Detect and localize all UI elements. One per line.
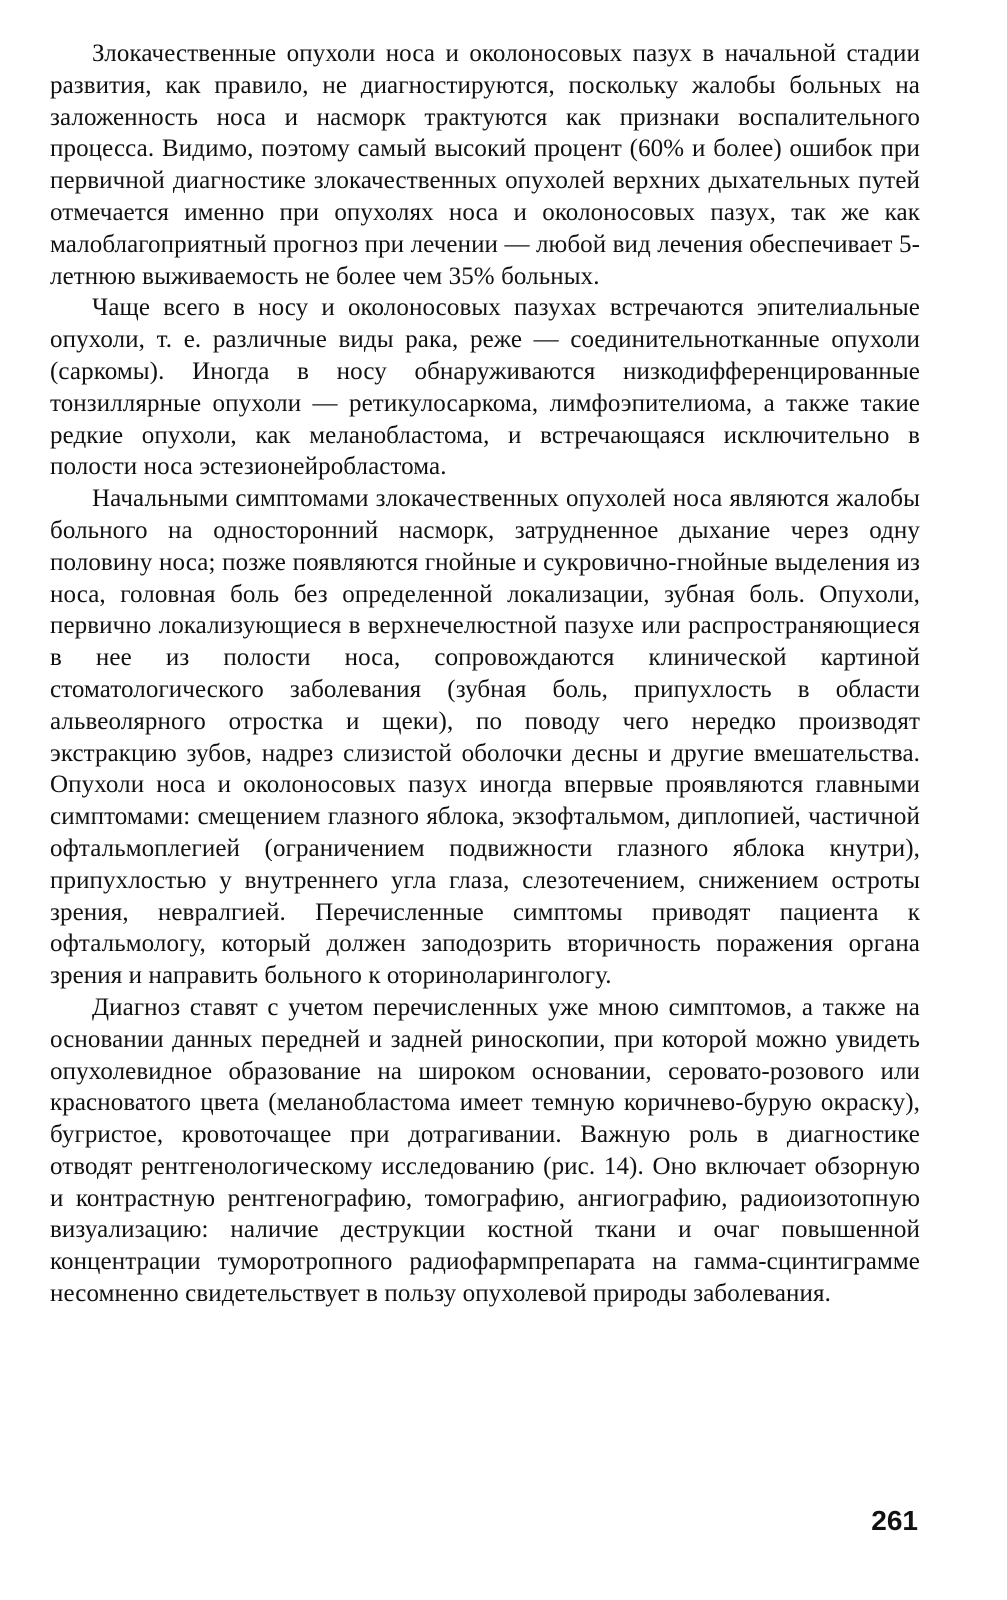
paragraph-3: Начальными симптомами злокачественных опухолей носа являются жалобы больного на односторонний насморк, затрудненное дыхание через одну половину носа; позже появляются гнойные и сукровично-гнойные выделения из носа, головная боль без определенной локализации, зубная боль. Опухоли, первично локализующиеся в верхнечелюстной пазухе или распространяющиеся в нее из полости носа, сопровождаются клинической картиной стоматологического заболевания (зубная боль, припухлость в области альвеолярного отростка и щеки), по поводу чего нередко производят экстракцию зубов, надрез слизистой оболочки десны и другие вмешательства. Опухоли носа и околоносовых пазух иногда впервые проявляются главными симптомами: смещением глазного яблока, экзофтальмом, диплопией, частичной офтальмоплегией (ограничением подвижности глазного яблока кнутри), припухлостью у внутреннего угла глаза, слезотечением, снижением остроты зрения, невралгией. Перечисленные симптомы приводят пациента к офтальмологу, который должен заподозрить вторичность поражения органа зрения и направить больного к оториноларингологу. <box>50 485 920 990</box>
paragraph-2: Чаще всего в носу и околоносовых пазухах встречаются эпителиальные опухоли, т. е. различные виды рака, реже — соединительнотканные опухоли (саркомы). Иногда в носу обнаруживаются низкодифференцированные тонзиллярные опухоли — ретикулосаркома, лимфоэпителиома, а также такие редкие опухоли, как меланобластома, и встречающаяся исключительно в полости носа эстезионейробластома. <box>50 294 920 481</box>
paragraph-1: Злокачественные опухоли носа и околоносовых пазух в начальной стадии развития, как правило, не диагностируются, поскольку жалобы больных на заложенность носа и насморк трактуются как признаки воспалительного процесса. Видимо, поэтому самый высокий процент (60% и более) ошибок при первичной диагностике злокачественных опухолей верхних дыхательных путей отмечается именно при опухолях носа и околоносовых пазух, так же как малоблагоприятный прогноз при лечении — любой вид лечения обеспечивает 5-летнюю выживаемость не более чем 35% больных. <box>50 40 920 290</box>
page-body <box>50 38 920 1310</box>
page-number: 261 <box>871 1505 918 1536</box>
paragraph-4: Диагноз ставят с учетом перечисленных уже мною симптомов, а также на основании данных передней и задней риноскопии, при которой можно увидеть опухолевидное образование на широком основании, серовато-розового или красноватого цвета (меланобластома имеет темную коричнево-бурую окраску), бугристое, кровоточащее при дотрагивании. Важную роль в диагностике отводят рентгенологическому исследованию (рис. 14). Оно включает обзорную и контрастную рентгенографию, томографию, ангиографию, радиоизотопную визуализацию: наличие деструкции костной ткани и очаг повышенной концентрации туморотропного радиофармпрепарата на гамма-сцинтиграмме несомненно свидетельствует в пользу опухолевой природы заболевания. <box>50 993 920 1308</box>
